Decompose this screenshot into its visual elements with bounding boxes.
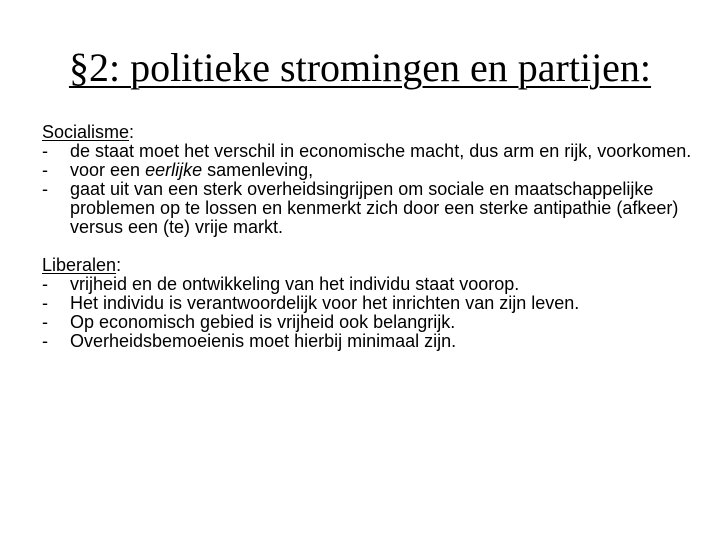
- list-item-emphasis: eerlijke: [145, 160, 203, 180]
- list-item: [42, 332, 702, 351]
- section-heading: [42, 123, 702, 142]
- bullet-marker: -: [42, 293, 48, 313]
- list-item-text: Op economisch gebied is vrijheid ook belangrijk.: [70, 312, 456, 332]
- section-heading-suffix: :: [116, 255, 122, 275]
- list-item: [42, 313, 702, 332]
- list-item: [42, 180, 702, 237]
- list-item-text: de staat moet het verschil in economische macht, dus arm en rijk, voorkomen.: [70, 141, 692, 161]
- bullet-marker: -: [42, 179, 48, 199]
- list-item-text-before: voor een: [70, 160, 146, 180]
- list-item: [42, 142, 702, 161]
- bullet-marker: -: [42, 312, 48, 332]
- list-item: [42, 294, 702, 313]
- section-heading-label: Socialisme: [42, 122, 130, 142]
- list-item-text: gaat uit van een sterk overheidsingrijpen om sociale en maatschappelijke problemen op te lossen en kenmerkt zich door een sterke antipathie (afkeer) versus een (te) vrije markt.: [70, 179, 679, 237]
- section-heading-label: Liberalen: [42, 255, 117, 275]
- slide-title: §2: politieke stromingen en partijen:: [68, 45, 652, 90]
- list-item-text: Overheidsbemoeienis moet hierbij minimaal zijn.: [70, 331, 457, 351]
- list-item: [42, 275, 702, 294]
- section-liberalen: [42, 256, 702, 351]
- slide-body: [42, 123, 702, 351]
- list-item: [42, 161, 702, 180]
- list-item-text: Het individu is verantwoordelijk voor het inrichten van zijn leven.: [70, 293, 580, 313]
- section-heading-suffix: :: [129, 122, 135, 142]
- section-socialisme: [42, 123, 702, 237]
- list-item-text-after: samenleving,: [202, 160, 314, 180]
- list-item-text: vrijheid en de ontwikkeling van het individu staat voorop.: [70, 274, 520, 294]
- bullet-list: [42, 275, 702, 351]
- bullet-marker: -: [42, 274, 48, 294]
- bullet-list: [42, 142, 702, 237]
- bullet-marker: -: [42, 160, 48, 180]
- bullet-marker: -: [42, 331, 48, 351]
- bullet-marker: -: [42, 141, 48, 161]
- section-heading: [42, 256, 702, 275]
